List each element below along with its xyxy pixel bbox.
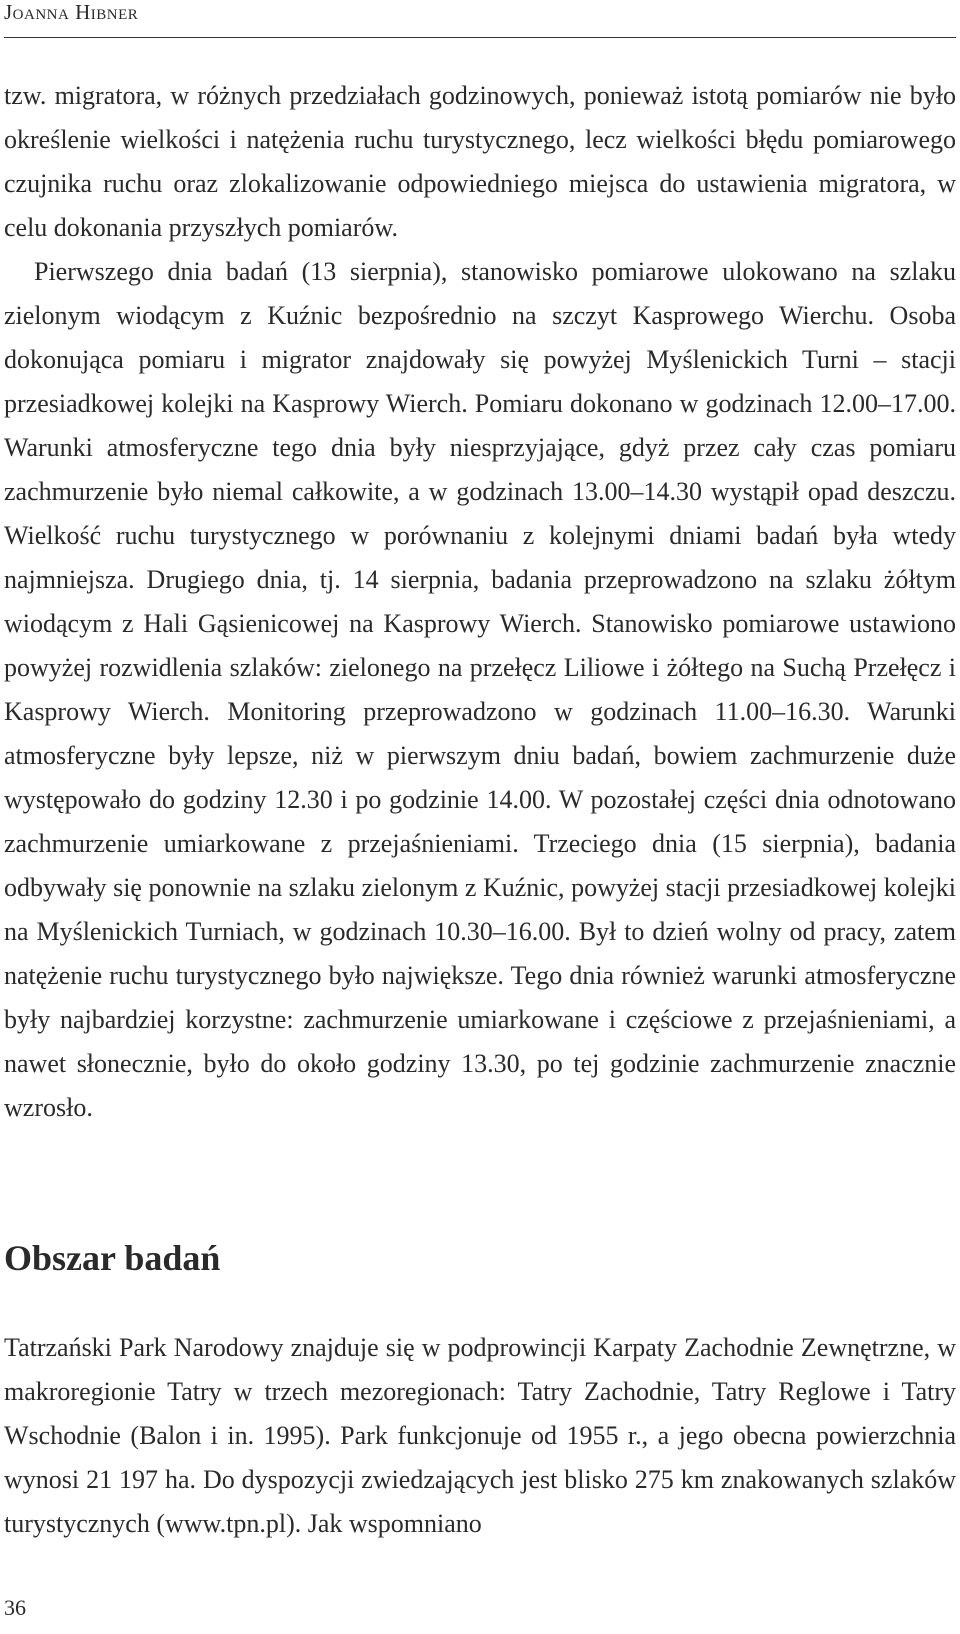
- body-text: [4, 74, 956, 1130]
- running-head-author: Joanna Hibner: [4, 0, 139, 24]
- page-number: 36: [4, 1595, 26, 1620]
- header-rule: [4, 37, 956, 38]
- paragraph-continuation: tzw. migratora, w różnych przedziałach godzinowych, ponieważ istotą pomiarów nie było określenie wielkości i natężenia ruchu turystycznego, lecz wielkości błędu pomiarowego czujnika ruchu oraz zlokalizowanie odpowiedniego miejsca do ustawienia migratora, w celu dokonania przyszłych pomiarów.: [4, 81, 956, 242]
- paragraph-research-days: Pierwszego dnia badań (13 sierpnia), stanowisko pomiarowe ulokowano na szlaku zielonym wiodącym z Kuźnic bezpośrednio na szczyt Kasprowego Wierchu. Osoba dokonująca pomiaru i migrator znajdowały się powyżej Myślenickich Turni – stacji przesiadkowej kolejki na Kasprowy Wierch. Pomiaru dokonano w godzinach 12.00–17.00. Warunki atmosferyczne tego dnia były niesprzyjające, gdyż przez cały czas pomiaru zachmurzenie było niemal całkowite, a w godzinach 13.00–14.30 wystąpił opad deszczu. Wielkość ruchu turystycznego w porównaniu z kolejnymi dniami badań była wtedy najmniejsza. Drugiego dnia, tj. 14 sierpnia, badania przeprowadzono na szlaku żółtym wiodącym z Hali Gąsienicowej na Kasprowy Wierch. Stanowisko pomiarowe ustawiono powyżej rozwidlenia szlaków: zielonego na przełęcz Liliowe i żółtego na Suchą Przełęcz i Kasprowy Wierch. Monitoring przeprowadzono w godzinach 11.00–16.30. Warunki atmosferyczne były lepsze, niż w pierwszym dniu badań, bowiem zachmurzenie duże występowało do godziny 12.30 i po godzinie 14.00. W pozostałej części dnia odnotowano zachmurzenie umiarkowane z przejaśnieniami. Trzeciego dnia (15 sierpnia), badania odbywały się ponownie na szlaku zielonym z Kuźnic, powyżej stacji przesiadkowej kolejki na Myślenickich Turniach, w godzinach 10.30–16.00. Był to dzień wolny od pracy, zatem natężenie ruchu turystycznego było największe. Tego dnia również warunki atmosferyczne były najbardziej korzystne: zachmurzenie umiarkowane i częściowe z przejaśnieniami, a nawet słonecznie, było do około godziny 13.30, po tej godzinie zachmurzenie znacznie wzrosło.: [4, 257, 956, 1122]
- section-paragraph: Tatrzański Park Narodowy znajduje się w podprowincji Karpaty Zachodnie Zewnętrzne, w makroregionie Tatry w trzech mezoregionach: Tatry Zachodnie, Tatry Reglowe i Tatry Wschodnie (Balon i in. 1995). Park funkcjonuje od 1955 r., a jego obecna powierzchnia wynosi 21 197 ha. Do dyspozycji zwiedzających jest blisko 275 km znakowanych szlaków turystycznych (www.tpn.pl). Jak wspomniano: [4, 1333, 956, 1538]
- section-heading: Obszar badań: [4, 1238, 221, 1278]
